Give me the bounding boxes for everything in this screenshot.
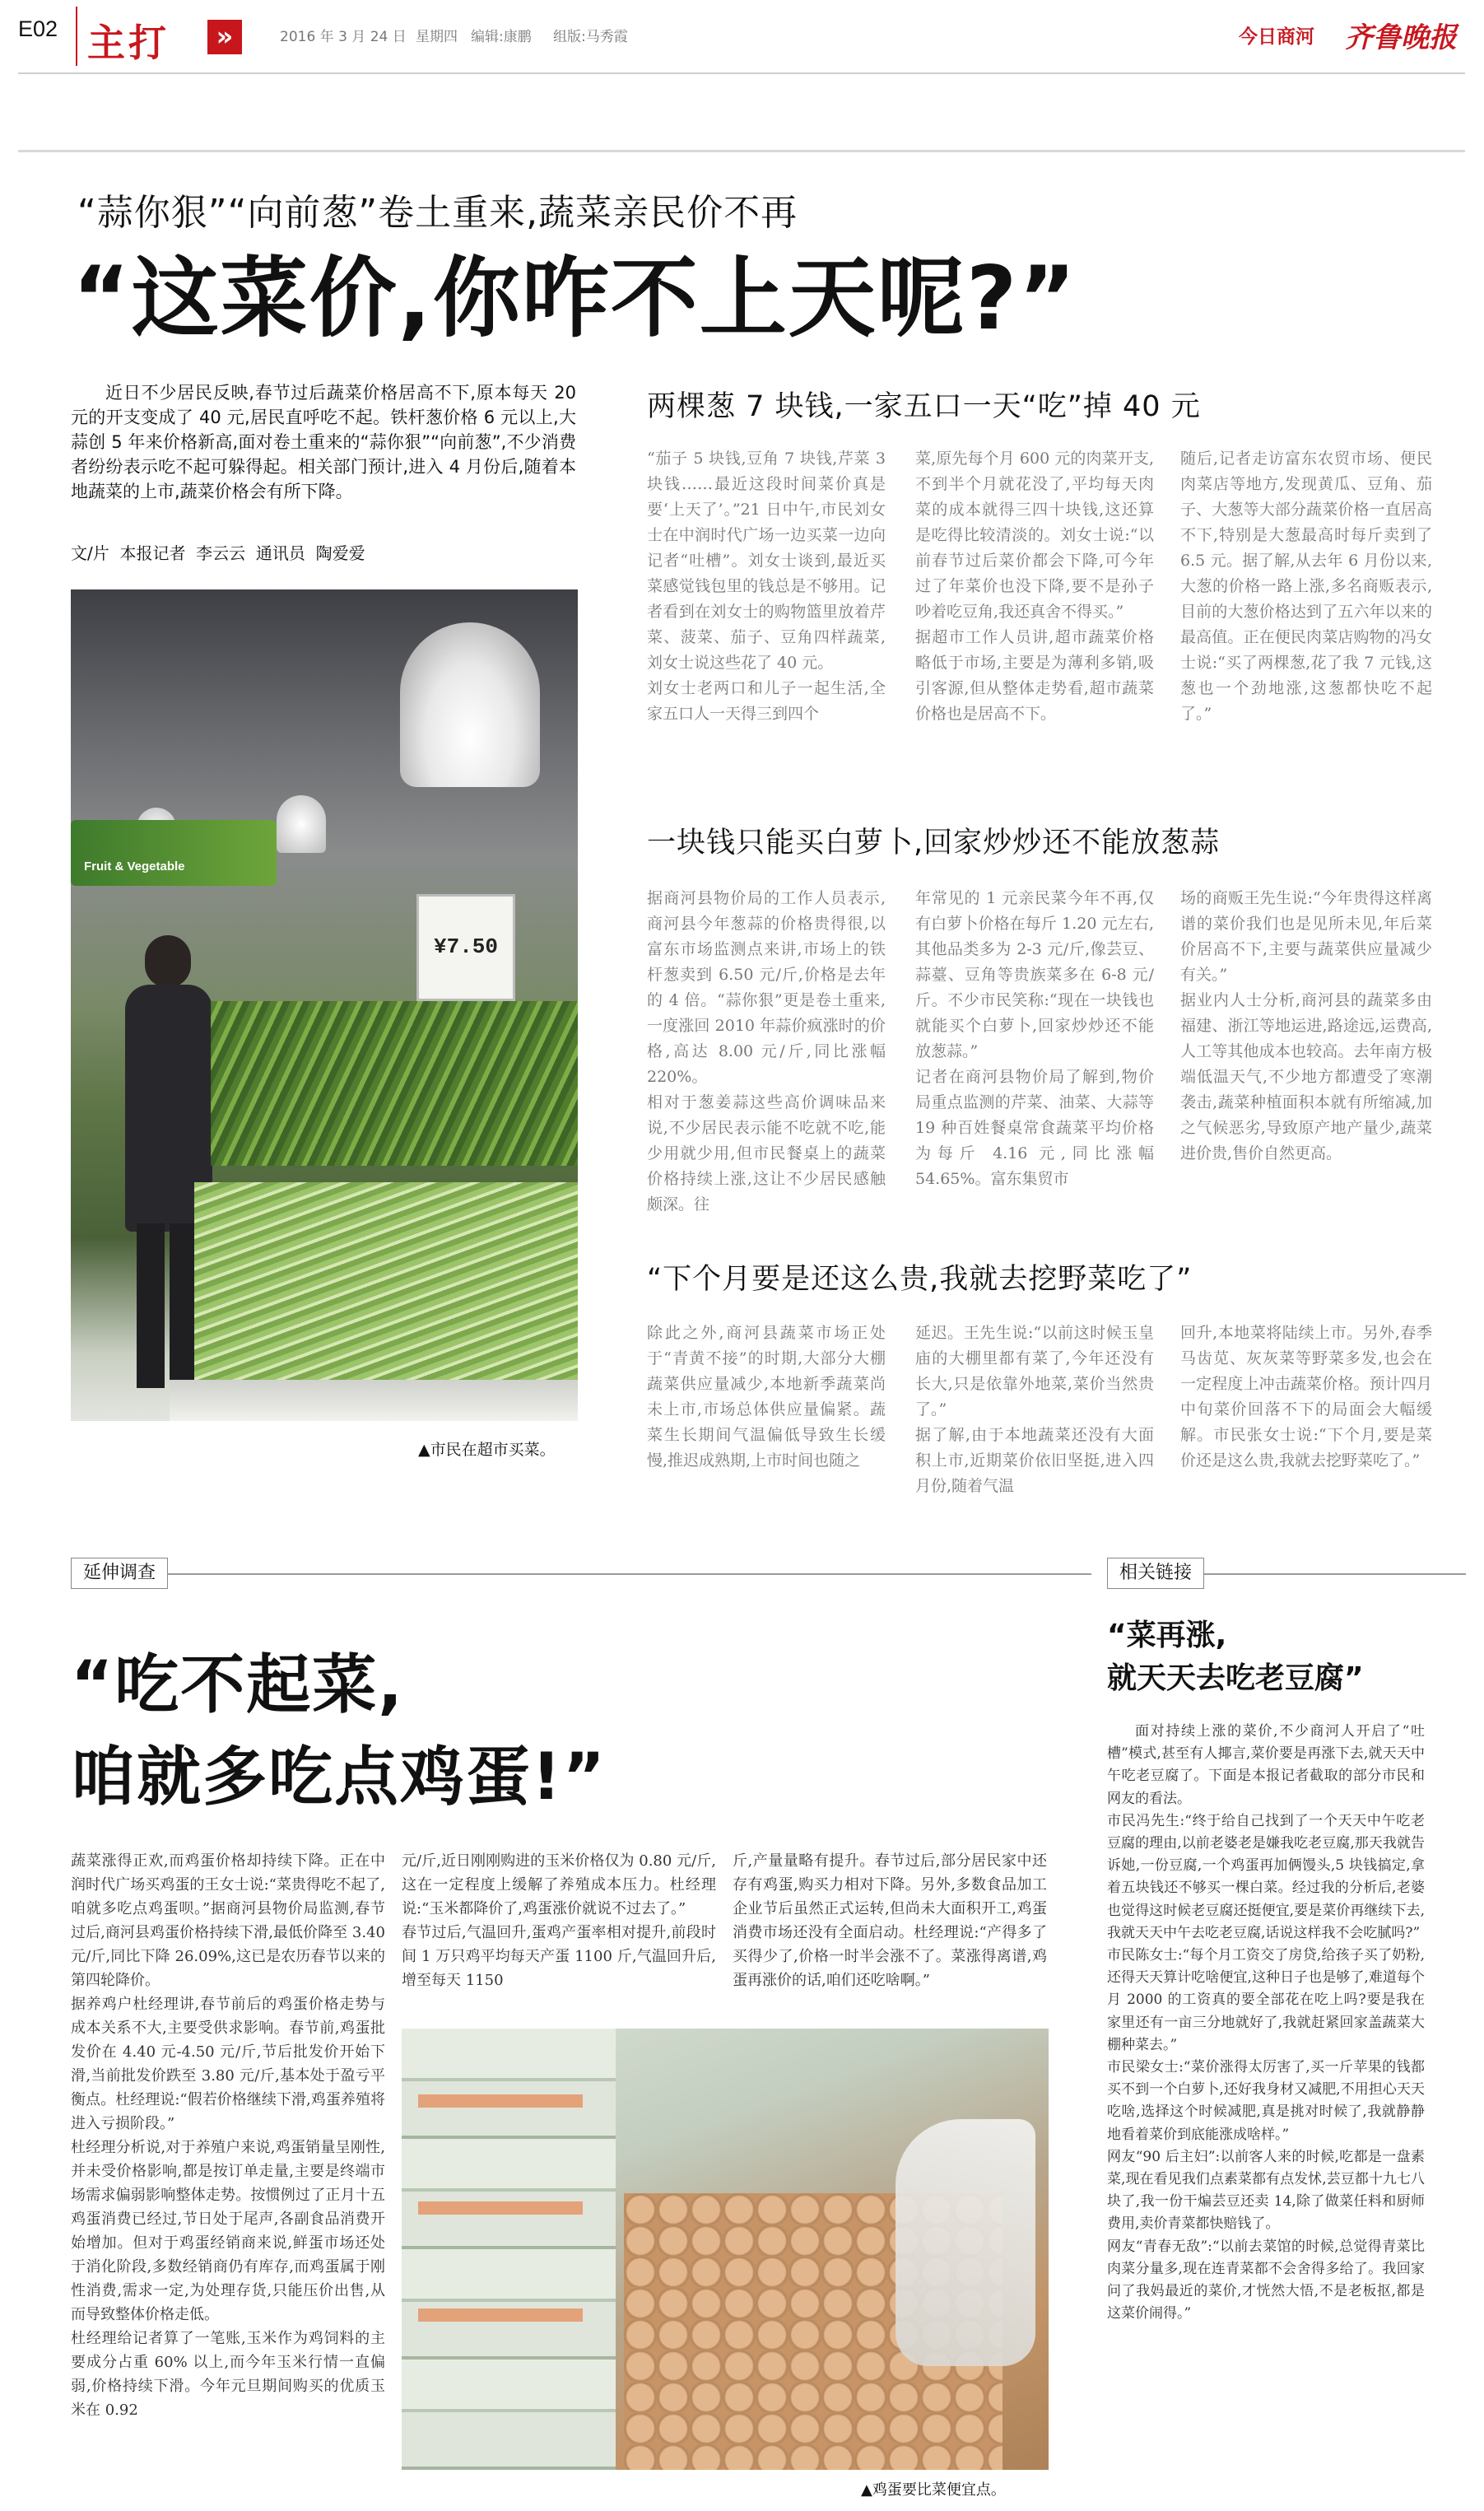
header-rule-2 <box>18 150 1465 152</box>
lamp-2 <box>277 795 326 853</box>
extend-col-2: 元/斤,近日刚刚购进的玉米价格仅为 0.80 元/斤,这在一定程度上缓解了养殖成本压力。杜经理说:“玉米都降价了,鸡蛋涨价就说不过去了。” 春节过后,气温回升,蛋鸡产蛋率相对提升,前段时间 1 万只鸡平均每天产蛋 1100 斤,气温回升后,增至每天 1150 <box>402 1852 716 1989</box>
s1-col-1: “茄子 5 块钱,豆角 7 块钱,芹菜 3 块钱……最近这段时间菜价真是要‘上天了’。”21 日中午,市民刘女士在中润时代广场一边买菜一边向记者“吐槽”。刘女士谈到,最近买菜感觉钱包里的钱总是不够用。记者看到在刘女士的购物篮里放着芹菜、菠菜、茄子、豆角四样蔬菜,刘女士说这些花了 40 元。 刘女士老两口和儿子一起生活,全家五口人一天得三到四个 <box>647 450 886 723</box>
carton-labels <box>418 2061 583 2407</box>
fruit-vegetable-sign <box>71 820 277 886</box>
sign-text: Fruit & Vegetable <box>84 860 185 873</box>
s3-col-2: 延迟。王先生说:“以前这时候玉皇庙的大棚里都有菜了,今年还没有长大,只是依靠外地菜,菜价当然贵了。” 据了解,由于本地蔬菜还没有大面积上市,近期菜价依旧坚挺,进入四月份,随着气温 <box>915 1324 1154 1495</box>
header-weekday: 星期四 <box>416 29 458 45</box>
eggs-photo <box>402 2029 1049 2470</box>
page-number: E02 <box>18 16 58 41</box>
header-divider-vertical <box>76 7 77 66</box>
main-photo-caption: ▲市民在超市买菜。 <box>418 1441 556 1459</box>
s2-col-1: 据商河县物价局的工作人员表示,商河县今年葱蒜的价格贵得很,以富东市场监测点来讲,市场上的铁杆葱卖到 6.50 元/斤,价格是去年的 4 倍。“蒜你狠”更是卷土重来,一度涨回 2010 年蒜价疯涨时的价格,高达 8.00 元/斤,同比涨幅 220%。 相对于葱姜蒜这些高价调味品来说,不少居民表示能不吃就不吃,能少用就少用,但市民餐桌上的蔬菜价格持续上涨,这让不少居民感触颇深。往 <box>647 889 886 1214</box>
s1-col-2: 菜,原先每个月 600 元的肉菜开支,不到半个月就花没了,平均每天肉菜的成本就得三四十块钱,这还算是吃得比较清淡的。刘女士说:“以前春节过后菜价都会下降,可今年过了年菜价也没下降,要不是孙子吵着吃豆角,我还真舍不得买。” 据超市工作人员讲,超市蔬菜价格略低于市场,主要是为薄利多销,吸引客源,但从整体走势看,超市蔬菜价格也是居高不下。 <box>915 450 1154 723</box>
extend-headline-1: “吃不起菜, <box>71 1648 404 1722</box>
eggs-photo-caption: ▲鸡蛋要比菜便宜点。 <box>861 2481 1006 2499</box>
newspaper-logo: 齐鲁晚报 <box>1345 21 1457 54</box>
subhead-1: 两棵葱 7 块钱,一家五口一天“吃”掉 40 元 <box>647 390 1201 423</box>
related-headline-2: 就天天去吃老豆腐” <box>1107 1661 1364 1695</box>
s3-col-3: 回升,本地菜将陆续上市。另外,春季马齿苋、灰灰菜等野菜多发,也会在一定程度上冲击蔬菜价格。预计四月中旬菜价回落不下的局面会大幅缓解。市民张女士说:“下个月,要是菜价还是这么贵,我就去挖野菜吃了。” <box>1180 1324 1432 1470</box>
s2-col-3: 场的商贩王先生说:“今年贵得这样离谱的菜价我们也是见所未见,年后菜价居高不下,主要与蔬菜供应量减少有关。” 据业内人士分析,商河县的蔬菜多由福建、浙江等地运进,路途远,运费高,人工等其他成本也较高。去年南方极端低温天气,不少地方都遭受了寒潮袭击,蔬菜种植面积本就有所缩减,加之气候恶劣,导致原产地产量少,蔬菜进价贵,售价自然更高。 <box>1180 889 1432 1162</box>
section-title: 主打 <box>87 21 170 65</box>
subhead-2: 一块钱只能买白萝卜,回家炒炒还不能放葱蒜 <box>647 827 1221 860</box>
header-layout: 组版:马秀霞 <box>553 29 628 45</box>
lead-paragraph: 近日不少居民反映,春节过后蔬菜价格居高不下,原本每天 20 元的开支变成了 40 元,居民直呼吃不起。铁杆葱价格 6 元以上,大蒜创 5 年来价格新高,面对卷土重来的“蒜你狠”“向前葱”,不少消费者纷纷表示吃不起可躲得起。相关部门预计,进入 4 月份后,随着本地蔬菜的上市,蔬菜价格会有所下降。 <box>71 383 576 501</box>
section-arrow-icon: » <box>207 20 242 54</box>
ceiling-lights <box>400 622 540 787</box>
greens-display <box>211 1001 578 1166</box>
s2-col-2: 年常见的 1 元亲民菜今年不再,仅有白萝卜价格在每斤 1.20 元左右,其他品类多为 2-3 元/斤,像芸豆、蒜薹、豆角等贵族菜多在 6-8 元/斤。不少市民笑称:“现在一块钱也就能买个白萝卜,回家炒炒还不能放葱蒜。” 记者在商河县物价局了解到,物价局重点监测的芹菜、油菜、大蒜等 19 种百姓餐桌常食蔬菜平均价格为每斤 4.16 元,同比涨幅 54.65%。富东集贸市 <box>915 889 1154 1188</box>
s1-col-3: 随后,记者走访富东农贸市场、便民肉菜店等地方,发现黄瓜、豆角、茄子、大葱等大部分蔬菜价格一直居高不下,特别是大葱最高时每斤卖到了 6.5 元。据了解,从去年 6 月份以来,大葱的价格一路上涨,多名商贩表示,目前的大葱价格达到了五六年以来的最高值。正在便民肉菜店购物的冯女士说:“买了两棵葱,花了我 7 元钱,这葱也一个劲地涨,这葱都快吃不起了。” <box>1180 450 1432 723</box>
price-board <box>416 894 515 1001</box>
beans-display <box>194 1182 578 1396</box>
header-date: 2016 年 3 月 24 日 <box>280 29 407 45</box>
header-rule <box>18 72 1465 74</box>
shopper-hand <box>896 2119 1035 2366</box>
header-column: 今日商河 <box>1239 26 1314 48</box>
extend-col-3: 斤,产量量略有提升。春节过后,部分居民家中还存有鸡蛋,购买力相对下降。另外,多数食品加工企业节后虽然正式运转,但尚未大面积开工,鸡蛋消费市场还没有全面启动。杜经理说:“产得多了买得少了,价格一时半会涨不了。菜涨得离谱,鸡蛋再涨价的话,咱们还吃啥啊。” <box>733 1852 1047 1989</box>
byline: 文/片 本报记者 李云云 通讯员 陶爱爱 <box>71 543 365 563</box>
supermarket-photo <box>71 589 578 1421</box>
extend-rule <box>71 1573 1091 1575</box>
related-tag: 相关链接 <box>1107 1558 1204 1589</box>
subhead-3: “下个月要是还这么贵,我就去挖野菜吃了” <box>647 1263 1193 1296</box>
extend-col-1: 蔬菜涨得正欢,而鸡蛋价格却持续下降。正在中润时代广场买鸡蛋的王女士说:“菜贵得吃不起了,咱就多吃点鸡蛋呗。”据商河县物价局监测,春节过后,商河县鸡蛋价格持续下滑,最低价降至 3.40 元/斤,同比下降 26.09%,这已是农历春节以来的第四轮降价。 据养鸡户杜经理讲,春节前后的鸡蛋价格走势与成本关系不大,主要受供求影响。春节前,鸡蛋批发价在 4.40 元-4.50 元/斤,节后批发价开始下滑,当前批发价跌至 3.80 元/斤,基本处于盈亏平衡点。杜经理说:“假若价格继续下滑,鸡蛋养殖将进入亏损阶段。” 杜经理分析说,对于养殖户来说,鸡蛋销量呈刚性,并未受价格影响,都是按订单走量,主要是终端市场需求偏弱影响整体走势。按惯例过了正月十五鸡蛋消费已经过,节日处于尾声,各副食品消费开始增加。但对于鸡蛋经销商来说,鲜蛋市场还处于消化阶段,多数经销商仍有库存,而鸡蛋属于刚性消费,需求一定,为处理存货,只能压价出售,从而导致整体价格走低。 杜经理给记者算了一笔账,玉米作为鸡饲料的主要成分占重 60% 以上,而今年玉米行情一直偏弱,价格持续下滑。今年元旦期间购买的优质玉米在 0.92 <box>71 1852 385 2419</box>
extend-headline-2: 咱就多吃点鸡蛋!” <box>71 1740 607 1815</box>
headline: “这菜价,你咋不上天呢?” <box>72 248 1078 349</box>
related-body: 面对持续上涨的菜价,不少商河人开启了“吐槽”模式,甚至有人揶言,菜价要是再涨下去,就天天中午吃老豆腐了。下面是本报记者截取的部分市民和网友的看法。 市民冯先生:“终于给自己找到了一个天天中午吃老豆腐的理由,以前老婆老是嫌我吃老豆腐,那天我就告诉她,一份豆腐,一个鸡蛋再加俩馒头,5 块钱搞定,拿着五块钱还不够买一棵白菜。经过我的分析后,老婆也觉得这时候老豆腐还挺便宜,要是菜价再继续下去,我就天天中午去吃老豆腐,话说这样我不会吃腻吗?” 市民陈女士:“每个月工资交了房贷,给孩子买了奶粉,还得天天算计吃啥便宜,这种日子也是够了,难道每个月 2000 的工资真的要全部花在吃上吗?要是我在家里还有一亩三分地就好了,我就赶紧回家盖蔬菜大棚种菜去。” 市民梁女士:“菜价涨得太厉害了,买一斤苹果的钱都买不到一个白萝卜,还好我身材又减肥,不用担心天天吃啥,选择这个时候减肥,真是挑对时候了,我就静静地看着菜价到底能涨成啥样。” 网友“90 后主妇”:以前客人来的时候,吃都是一盘素菜,现在看见我们点素菜都有点发怵,芸豆都十九七八块了,我一份干煸芸豆还卖 14,除了做菜任料和厨师费用,卖价青菜都快赔钱了。 网友“青春无敌”:“以前去菜馆的时候,总觉得青菜比肉菜分量多,现在连青菜都不会舍得多给了。我回家问了我妈最近的菜价,才恍然大悟,不是老板抠,都是这菜价闹得。” <box>1107 1723 1425 2322</box>
header-editor: 编辑:康鹏 <box>471 29 532 45</box>
s3-col-1: 除此之外,商河县蔬菜市场正处于“青黄不接”的时期,大部分大棚蔬菜供应量减少,本地新季蔬菜尚未上市,市场总体供应量偏紧。蔬菜生长期间气温偏低导致生长缓慢,推迟成熟期,上市时间也随之 <box>647 1324 886 1470</box>
extend-tag: 延伸调查 <box>71 1558 168 1589</box>
kicker: “蒜你狠”“向前葱”卷土重来,蔬菜亲民价不再 <box>77 192 798 234</box>
counter-edge <box>170 1380 578 1421</box>
related-headline-1: “菜再涨, <box>1107 1619 1227 1652</box>
price-tag: ¥7.50 <box>433 934 498 959</box>
